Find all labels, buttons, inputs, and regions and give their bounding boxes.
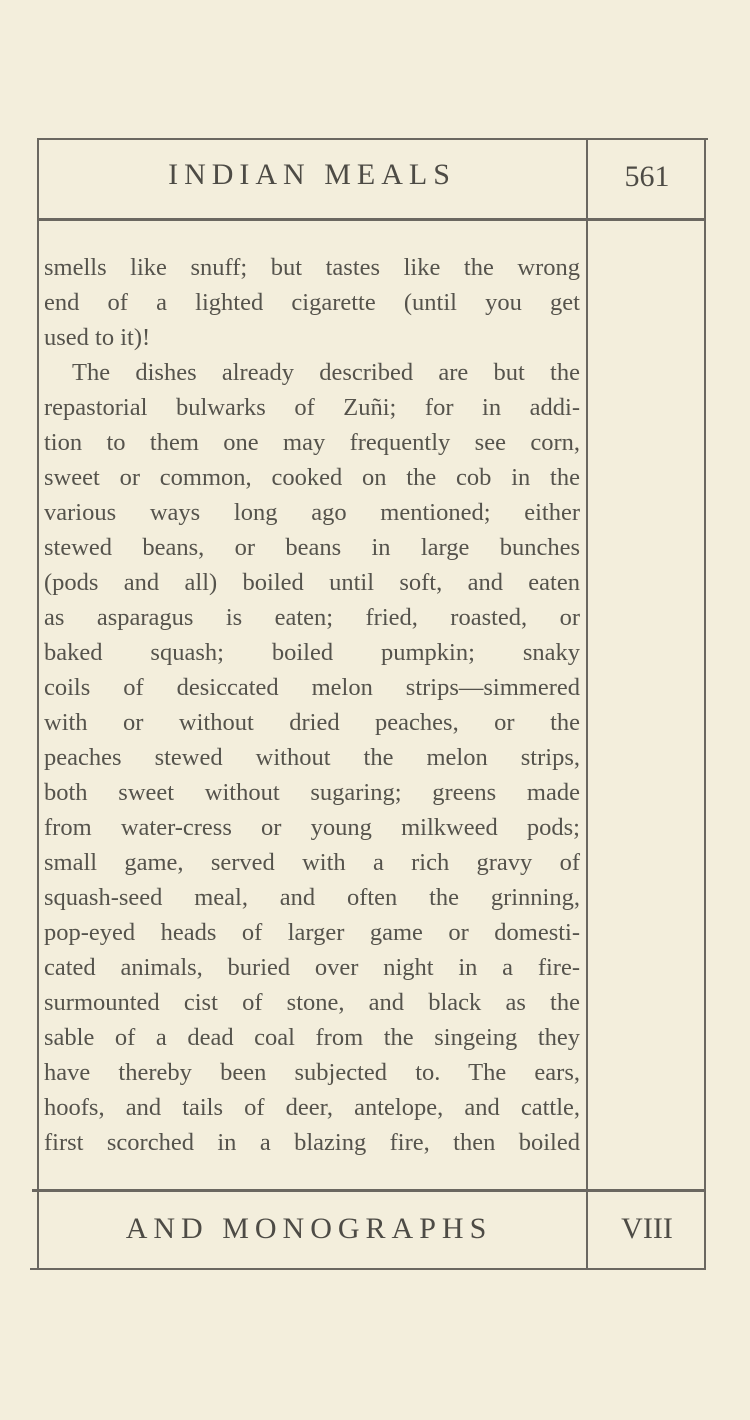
text-line: from water-cress or young milkweed pods; bbox=[44, 814, 580, 841]
text-line: first scorched in a blazing fire, then boiled bbox=[44, 1129, 580, 1156]
frame-right-border bbox=[704, 138, 706, 1270]
page-number: 561 bbox=[624, 160, 670, 193]
text-line: squash-seed meal, and often the grinning, bbox=[44, 884, 580, 911]
text-line: hoofs, and tails of deer, antelope, and cattle, bbox=[44, 1094, 580, 1121]
running-footer-title: AND MONOGRAPHS bbox=[125, 1212, 493, 1245]
text-line: repastorial bulwarks of Zuñi; for in addi- bbox=[44, 394, 580, 421]
volume-number: VIII bbox=[621, 1212, 673, 1245]
text-line: surmounted cist of stone, and black as the bbox=[44, 989, 580, 1016]
text-line: cated animals, buried over night in a fire- bbox=[44, 954, 580, 981]
text-line: various ways long ago mentioned; either bbox=[44, 499, 580, 526]
frame-top-border bbox=[38, 138, 708, 140]
text-line: sable of a dead coal from the singeing they bbox=[44, 1024, 580, 1051]
body-text bbox=[44, 250, 580, 1160]
text-line: pop-eyed heads of larger game or domesti- bbox=[44, 919, 580, 946]
text-line: stewed beans, or beans in large bunches bbox=[44, 534, 580, 561]
running-header-title: INDIAN MEALS bbox=[168, 158, 456, 191]
text-line: sweet or common, cooked on the cob in the bbox=[44, 464, 580, 491]
text-line: with or without dried peaches, or the bbox=[44, 709, 580, 736]
text-line: have thereby been subjected to. The ears, bbox=[44, 1059, 580, 1086]
frame-bottom-border bbox=[30, 1268, 705, 1270]
text-line: as asparagus is eaten; fried, roasted, or bbox=[44, 604, 580, 631]
header-divider bbox=[38, 218, 706, 221]
text-line: tion to them one may frequently see corn, bbox=[44, 429, 580, 456]
text-line: small game, served with a rich gravy of bbox=[44, 849, 580, 876]
text-line: both sweet without sugaring; greens made bbox=[44, 779, 580, 806]
text-line: peaches stewed without the melon strips, bbox=[44, 744, 580, 771]
column-divider bbox=[586, 138, 588, 1270]
text-line: end of a lighted cigarette (until you get bbox=[44, 289, 580, 316]
footer-divider bbox=[32, 1189, 704, 1192]
text-line: The dishes already described are but the bbox=[72, 359, 580, 386]
text-line: coils of desiccated melon strips—simmered bbox=[44, 674, 580, 701]
frame-left-border bbox=[37, 138, 39, 1270]
text-line: used to it)! bbox=[44, 324, 151, 351]
text-line: smells like snuff; but tastes like the wrong bbox=[44, 254, 580, 281]
text-line: (pods and all) boiled until soft, and eaten bbox=[44, 569, 580, 596]
text-line: baked squash; boiled pumpkin; snaky bbox=[44, 639, 580, 666]
